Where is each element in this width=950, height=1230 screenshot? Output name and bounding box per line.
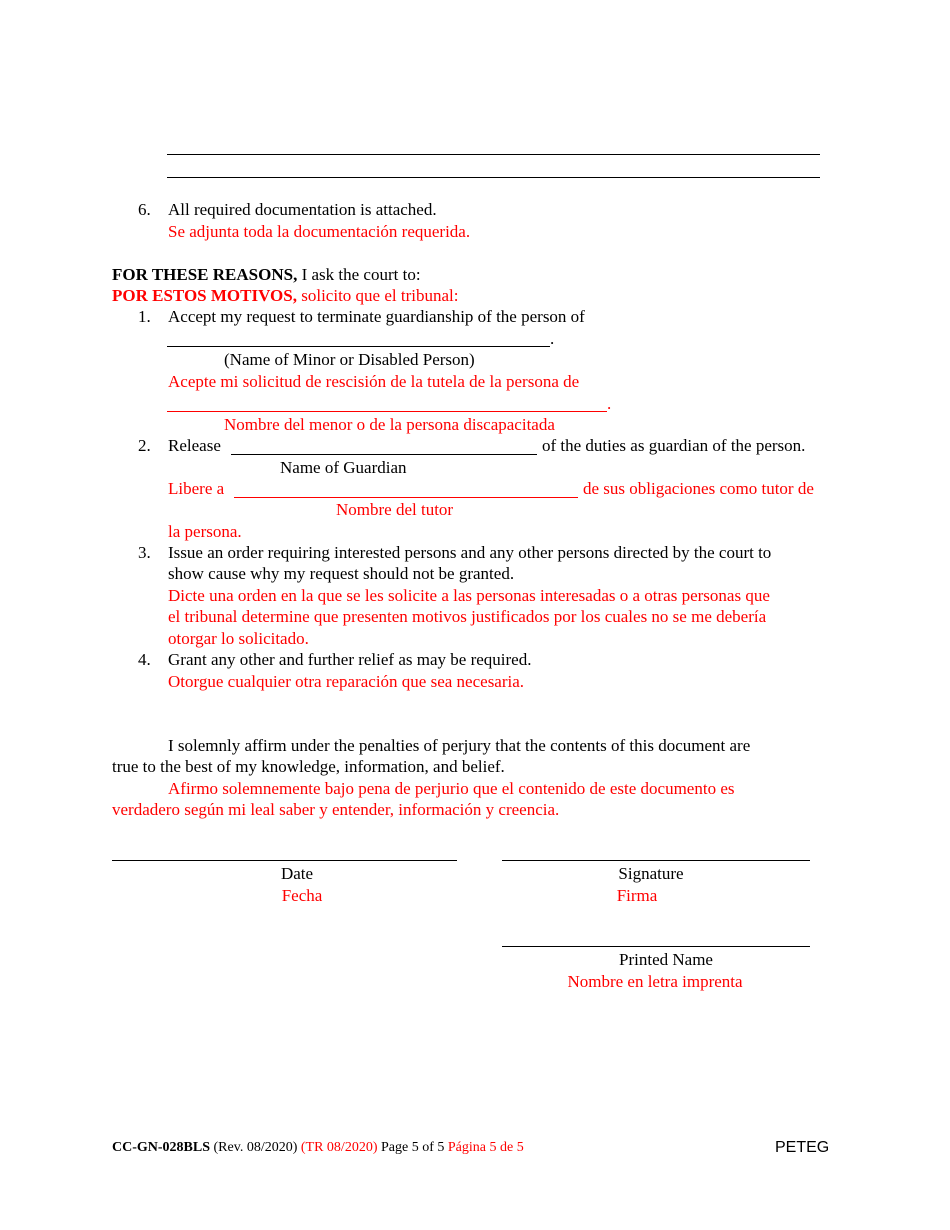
date-line[interactable] <box>112 860 457 861</box>
guardian-name-label: Name of Guardian <box>280 458 407 477</box>
minor-name-label: (Name of Minor or Disabled Person) <box>224 350 475 369</box>
item2-pre: Release <box>168 436 221 455</box>
minor-name-line[interactable] <box>167 346 550 347</box>
item4-text-es: Otorgue cualquier otra reparación que sea necesaria. <box>168 672 525 691</box>
printed-name-line[interactable] <box>502 946 810 947</box>
affirm-line1: I solemnly affirm under the penalties of perjury that the contents of this document are <box>168 736 751 755</box>
item3-text-es-line3: otorgar lo solicitado. <box>168 629 309 648</box>
item4-number: 4. <box>138 650 151 669</box>
item6-text: All required documentation is attached. <box>168 200 437 219</box>
item3-text-line2: show cause why my request should not be granted. <box>168 564 515 583</box>
reasons-heading: FOR THESE REASONS, I ask the court to: <box>112 265 421 284</box>
signature-label: Signature <box>618 864 684 883</box>
item1-text: Accept my request to terminate guardianship of the person of <box>168 307 585 326</box>
printed-name-label: Printed Name <box>619 950 713 969</box>
item3-text-line1: Issue an order requiring interested persons and any other persons directed by the court to <box>168 543 772 562</box>
date-label-es: Fecha <box>281 886 323 905</box>
item6-text-es: Se adjunta toda la documentación requerida. <box>168 222 471 241</box>
affirm-line2: true to the best of my knowledge, information, and belief. <box>112 757 505 776</box>
item3-text-es-line1: Dicte una orden en la que se les solicite a las personas interesadas o a otras personas que <box>168 586 770 605</box>
affirm-es-line1: Afirmo solemnemente bajo pena de perjurio que el contenido de este documento es <box>168 779 735 798</box>
signature-label-es: Firma <box>616 886 658 905</box>
minor-name-label-es: Nombre del menor o de la persona discapacitada <box>224 415 555 434</box>
item3-number: 3. <box>138 543 151 562</box>
item4-text: Grant any other and further relief as may be required. <box>168 650 532 669</box>
item1-period-es: . <box>607 394 612 413</box>
footer-form-info: CC-GN-028BLS (Rev. 08/2020) (TR 08/2020) Page 5 of 5 Página 5 de 5 <box>112 1140 524 1155</box>
printed-name-label-es: Nombre en letra imprenta <box>567 972 743 991</box>
item2-post: of the duties as guardian of the person. <box>542 436 806 455</box>
guardian-name-line[interactable] <box>231 454 537 455</box>
item1-number: 1. <box>138 307 151 326</box>
guardian-name-label-es: Nombre del tutor <box>336 500 454 519</box>
signature-line[interactable] <box>502 860 810 861</box>
item2-cont-es: la persona. <box>168 522 242 541</box>
blank-line-top-2[interactable] <box>167 177 820 178</box>
minor-name-line-es[interactable] <box>167 411 607 412</box>
date-label: Date <box>280 864 314 883</box>
item2-pre-es: Libere a <box>168 479 225 498</box>
item2-post-es: de sus obligaciones como tutor de <box>583 479 814 498</box>
item6-number: 6. <box>138 200 151 219</box>
reasons-heading-es: POR ESTOS MOTIVOS, solicito que el tribunal: <box>112 286 459 305</box>
item2-number: 2. <box>138 436 151 455</box>
item1-period: . <box>550 329 555 348</box>
affirm-es-line2: verdadero según mi leal saber y entender, información y creencia. <box>112 800 560 819</box>
footer-form-code: PETEG <box>775 1139 830 1156</box>
guardian-name-line-es[interactable] <box>234 497 578 498</box>
blank-line-top-1[interactable] <box>167 154 820 155</box>
item3-text-es-line2: el tribunal determine que presenten motivos justificados por los cuales no se me debería <box>168 607 767 626</box>
item1-text-es: Acepte mi solicitud de rescisión de la tutela de la persona de <box>168 372 580 391</box>
